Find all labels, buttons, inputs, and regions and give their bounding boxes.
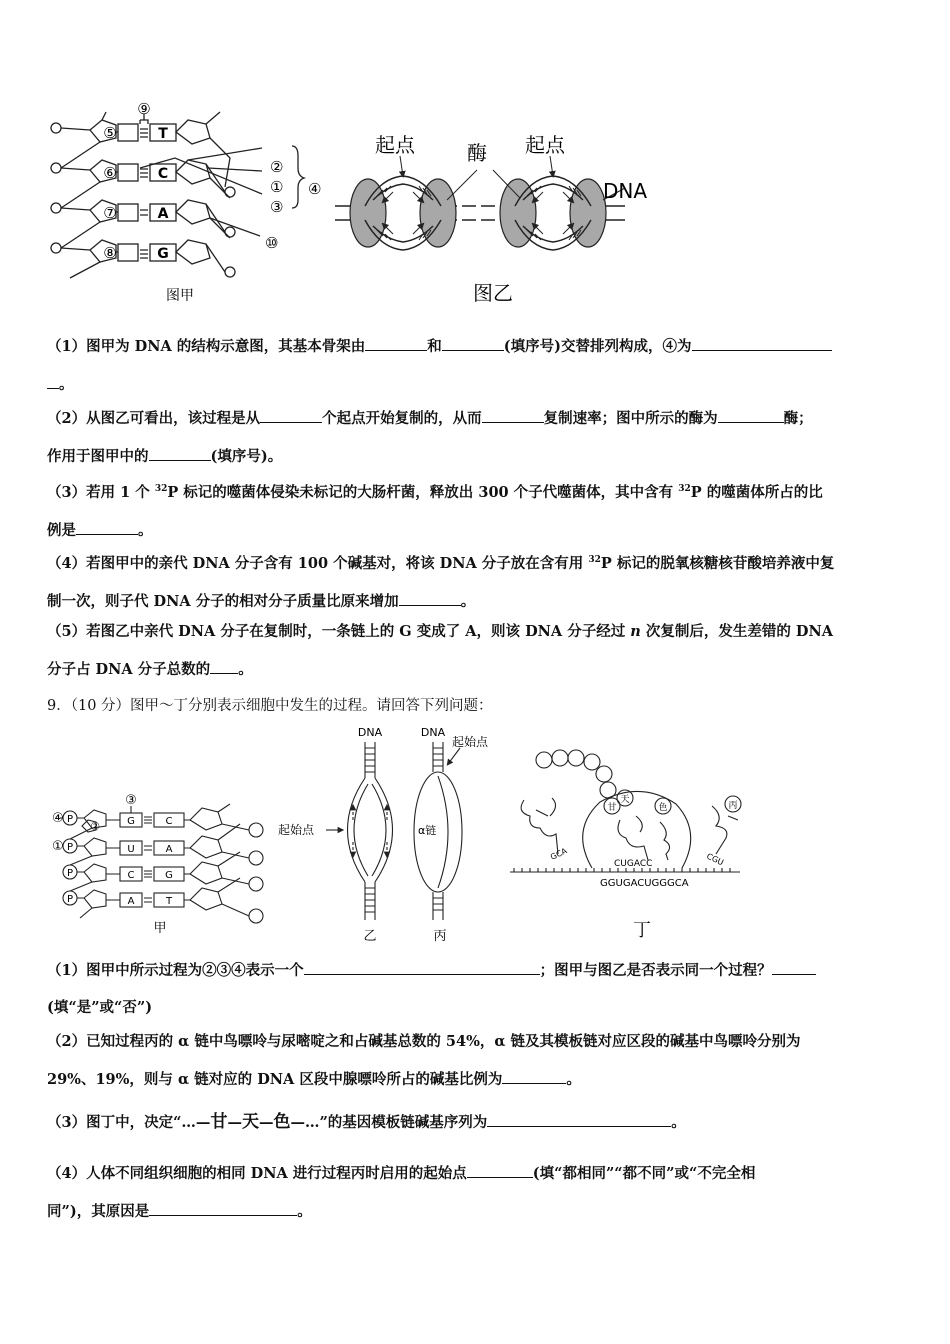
phosphate-label: P xyxy=(66,868,74,879)
answer-blank[interactable] xyxy=(772,960,816,975)
q9-p2-text: 。 xyxy=(566,1071,581,1088)
anticodon-cugacc: CUGACC xyxy=(614,859,653,869)
phosphate-label: P xyxy=(66,814,74,825)
label-dna: DNA xyxy=(357,726,383,739)
label-1: ① xyxy=(52,839,64,854)
amino-acid-glyph: 甘 xyxy=(210,1112,228,1132)
label-5: ⑤ xyxy=(103,124,117,142)
base-t: T xyxy=(158,126,168,142)
q8-p5-text: 分子占 DNA 分子总数的 xyxy=(47,661,211,678)
label-4: ④ xyxy=(52,811,64,826)
q9-p2-text: 29%、19%，则与 α 链对应的 DNA 区段中腺嘌呤所占的碱基比例为 xyxy=(47,1071,503,1088)
figure-jia-dna-structure xyxy=(40,98,330,308)
answer-blank[interactable] xyxy=(399,591,461,606)
answer-blank[interactable] xyxy=(482,408,544,423)
answer-blank[interactable] xyxy=(76,520,138,535)
q8-p1-text: (填序号)交替排列构成，④为 xyxy=(503,338,692,355)
sugar-pentagon xyxy=(176,120,210,144)
q9-p3-text: 。 xyxy=(671,1114,686,1131)
label-2: ② xyxy=(90,820,100,833)
q9-p4-text: 同”)，其原因是 xyxy=(47,1203,150,1220)
answer-blank[interactable] xyxy=(502,1069,566,1084)
q9-p2-text: （2）已知过程丙的 α 链中鸟嘌呤与尿嘧啶之和占碱基总数的 54%，α 链及其模板链对应区段的碱基中鸟嘌呤分别为 xyxy=(47,1033,801,1050)
answer-blank[interactable] xyxy=(692,336,832,351)
base-g: G xyxy=(157,246,169,262)
q9-part3: （3）图丁中，决定“…—甘—天—色—…”的基因模板链碱基序列为 。 xyxy=(47,1112,686,1132)
caption-jia: 图甲 xyxy=(166,288,194,304)
label-origin: 起始点 xyxy=(452,735,489,749)
amino-acid-asp: 天 xyxy=(620,795,630,805)
q8-part2 xyxy=(47,408,907,467)
q8-part4 xyxy=(47,550,907,612)
label-alpha-chain: α链 xyxy=(418,824,437,837)
caption-yi: 图乙 xyxy=(473,281,513,305)
answer-blank[interactable] xyxy=(149,446,211,461)
answer-blank[interactable] xyxy=(718,408,784,423)
label-9: ⑨ xyxy=(137,100,151,118)
caption-bing: 丙 xyxy=(433,929,447,944)
label-dna: DNA xyxy=(603,179,648,203)
q8-part1 xyxy=(47,336,907,395)
figure-q9 xyxy=(40,720,760,945)
base-c: C xyxy=(157,166,169,182)
q8-p1-text: （1）图甲为 DNA 的结构示意图，其基本骨架由 xyxy=(47,338,366,355)
label-origin-left: 起点 xyxy=(375,133,415,157)
q8-p3-text: P 标记的噬菌体侵染未标记的大肠杆菌，释放出 300 个子代噬菌体，其中含有 xyxy=(167,483,679,501)
q9-p3-text: （3）图丁中，决定“…— xyxy=(47,1114,211,1131)
q8-p3-text: P 的噬菌体所占的比 xyxy=(690,483,823,501)
q9-part2 xyxy=(47,1032,907,1090)
label-6: ⑥ xyxy=(103,164,117,182)
q8-p3-text: （3）若用 1 个 xyxy=(47,483,155,501)
answer-blank[interactable] xyxy=(210,659,238,674)
superscript: 32 xyxy=(588,555,601,565)
amino-acid-gly: 甘 xyxy=(607,803,617,813)
base-t: T xyxy=(165,896,173,907)
base-g: G xyxy=(127,816,135,827)
q8-p1-text: 。 xyxy=(59,376,74,393)
q9-p1-text: （1）图甲中所示过程为②③④表示一个 xyxy=(47,962,304,979)
q8-p2-text: 个起点开始复制的，从而 xyxy=(322,410,482,427)
base-a: A xyxy=(127,896,135,907)
superscript: 32 xyxy=(154,484,168,494)
phosphate-label: P xyxy=(66,894,74,905)
answer-blank[interactable] xyxy=(467,1163,533,1178)
q9-p3-text: —…”的基因模板链碱基序列为 xyxy=(290,1114,488,1131)
q8-p3-text: 。 xyxy=(138,521,153,539)
q8-p2-text: 酶； xyxy=(783,410,813,427)
label-origin-right: 起点 xyxy=(525,133,565,157)
answer-blank[interactable] xyxy=(304,960,540,975)
q8-p4-text: 制一次，则子代 DNA 分子的相对分子质量比原来增加 xyxy=(47,592,399,610)
phosphate-label: P xyxy=(66,842,74,853)
variable-n: n xyxy=(630,623,641,640)
caption-ding: 丁 xyxy=(633,920,651,941)
label-3: ③ xyxy=(125,793,137,808)
q8-p5-text: （5）若图乙中亲代 DNA 分子在复制时，一条链上的 G 变成了 A，则该 DNA 分子经过 xyxy=(47,623,631,640)
q8-p2-text: （2）从图乙可看出，该过程是从 xyxy=(47,410,261,427)
answer-blank[interactable] xyxy=(365,336,427,351)
q8-p1-text: 和 xyxy=(427,338,442,355)
q9-header: 9．（10 分）图甲～丁分别表示细胞中发生的过程。请回答下列问题： xyxy=(47,698,493,714)
sugar-pentagon xyxy=(176,200,210,224)
base-c: C xyxy=(127,870,135,881)
anticodon-gca: GCA xyxy=(549,846,569,862)
q8-p4-text: （4）若图甲中的亲代 DNA 分子含有 100 个碱基对，将该 DNA 分子放在含有用 xyxy=(47,554,589,572)
label-10: ⑩ xyxy=(265,234,279,252)
answer-blank[interactable] xyxy=(47,374,59,389)
base-c: C xyxy=(165,816,173,827)
q9-part1 xyxy=(47,960,907,1018)
answer-blank[interactable] xyxy=(487,1112,671,1127)
base-u: U xyxy=(127,844,135,855)
label-origin: 起始点 xyxy=(278,823,315,837)
label-1: ① xyxy=(270,178,284,196)
amino-acid-trp: 色 xyxy=(658,803,668,813)
label-enzyme: 酶 xyxy=(467,141,487,165)
base-a: A xyxy=(165,844,173,855)
q9-part4 xyxy=(47,1163,907,1222)
q9-p1-text: ；图甲与图乙是否表示同一个过程？ xyxy=(539,962,772,979)
answer-blank[interactable] xyxy=(260,408,322,423)
q9-p4-text: 。 xyxy=(297,1203,312,1220)
label-3: ③ xyxy=(270,198,284,216)
figure-yi-replication xyxy=(335,128,665,313)
caption-yi: 乙 xyxy=(363,929,377,944)
label-7: ⑦ xyxy=(103,204,117,222)
mrna-sequence: GGUGACUGGGCA xyxy=(600,878,689,889)
label-4: ④ xyxy=(308,180,322,198)
amino-acid-ala: 丙 xyxy=(728,801,738,811)
q9-p1-text: (填“是”或“否”) xyxy=(47,999,153,1016)
base-g: G xyxy=(165,870,173,881)
sugar-pentagon xyxy=(176,240,210,264)
caption-jia: 甲 xyxy=(153,921,167,936)
q8-part3 xyxy=(47,479,907,541)
amino-acid-glyph: 色 xyxy=(273,1112,291,1132)
answer-blank[interactable] xyxy=(149,1201,297,1216)
answer-blank[interactable] xyxy=(442,336,504,351)
q8-p5-text: 次复制后，发生差错的 DNA xyxy=(640,623,833,640)
q8-p3-text: 例是 xyxy=(47,521,76,539)
amino-acid-glyph: 天 xyxy=(241,1112,259,1132)
q9-p4-text: (填“都相同”“都不同”或“不完全相 xyxy=(532,1165,756,1182)
q8-p4-text: 。 xyxy=(460,592,476,610)
q9-p4-text: （4）人体不同组织细胞的相同 DNA 进行过程丙时启用的起始点 xyxy=(47,1165,467,1182)
q8-p5-text: 。 xyxy=(238,661,253,678)
label-dna: DNA xyxy=(420,726,446,739)
superscript: 32 xyxy=(678,484,691,494)
sugar-pentagon xyxy=(176,160,210,184)
q8-part5 xyxy=(47,622,907,680)
q8-p2-text: 复制速率；图中所示的酶为 xyxy=(543,410,718,427)
q8-p2-text: (填序号)。 xyxy=(210,448,283,465)
q8-p4-text: P 标记的脱氧核糖核苷酸培养液中复 xyxy=(600,554,835,572)
q8-p2-text: 作用于图甲中的 xyxy=(47,448,149,465)
base-a: A xyxy=(157,206,169,222)
anticodon-cgu: CGU xyxy=(705,851,725,868)
label-2: ② xyxy=(270,158,284,176)
label-8: ⑧ xyxy=(103,244,117,262)
